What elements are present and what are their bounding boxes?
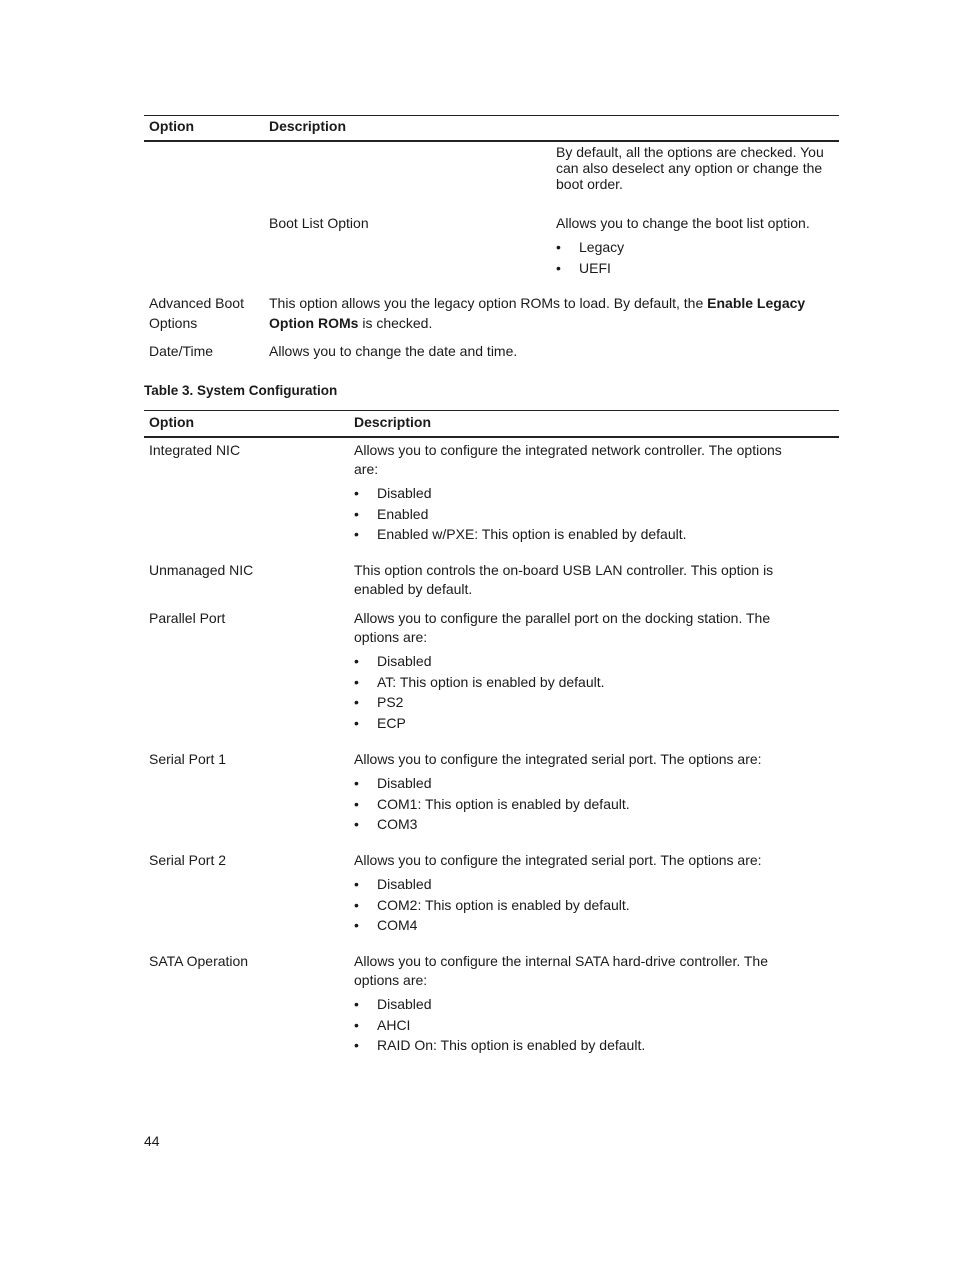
boot-sequence-note: By default, all the options are checked. You can also deselect any option or change the boot order.	[556, 144, 824, 192]
advanced-boot-desc-tail: is checked.	[358, 315, 433, 331]
list-item: • Disabled	[354, 651, 605, 672]
boot-list-description: Allows you to change the boot list option.	[556, 215, 810, 231]
serial-port-1-option: Serial Port 1	[149, 751, 227, 767]
list-item: • UEFI	[556, 258, 624, 279]
table1-header-rule	[144, 140, 839, 142]
advanced-boot-option-line1: Advanced Boot	[149, 295, 244, 311]
parallel-port-description	[354, 608, 770, 647]
desc-line: Allows you to configure the integrated network controller. The options	[354, 442, 782, 458]
list-item: • Disabled	[354, 483, 687, 504]
list-item: • Disabled	[354, 874, 630, 895]
table1-header-description: Description	[269, 118, 347, 134]
list-item: • COM3	[354, 814, 630, 835]
list-item: • AHCI	[354, 1015, 645, 1036]
sata-operation-option: SATA Operation	[149, 953, 249, 969]
table3-header-description: Description	[354, 414, 432, 430]
boot-list-items	[556, 237, 624, 278]
list-item: • COM4	[354, 915, 630, 936]
desc-line: options are:	[354, 972, 428, 988]
table3-header-rule	[144, 436, 839, 438]
table3-caption: Table 3. System Configuration	[144, 383, 338, 398]
serial-port-2-description: Allows you to configure the integrated serial port. The options are:	[354, 852, 762, 868]
list-item: • ECP	[354, 713, 605, 734]
serial-port-1-items	[354, 773, 630, 835]
desc-line: Allows you to configure the internal SATA hard-drive controller. The	[354, 953, 768, 969]
date-time-option: Date/Time	[149, 343, 214, 359]
list-item: • Disabled	[354, 773, 630, 794]
list-item: • Enabled	[354, 504, 687, 525]
option-roms-bold: Option ROMs	[269, 315, 359, 331]
sata-operation-description	[354, 951, 768, 990]
advanced-boot-option-line2: Options	[149, 315, 198, 331]
sata-operation-items	[354, 994, 645, 1056]
desc-line: This option controls the on-board USB LAN controller. This option is	[354, 562, 774, 578]
desc-line: Allows you to configure the parallel port on the docking station. The	[354, 610, 771, 626]
table3-header-option: Option	[149, 414, 195, 430]
list-item: • PS2	[354, 692, 605, 713]
table1-header-option: Option	[149, 118, 195, 134]
integrated-nic-items	[354, 483, 687, 545]
desc-line: are:	[354, 461, 379, 477]
list-item: • COM2: This option is enabled by default.	[354, 895, 630, 916]
parallel-port-option: Parallel Port	[149, 610, 226, 626]
advanced-boot-description	[269, 293, 805, 333]
list-item: • AT: This option is enabled by default.	[354, 672, 605, 693]
parallel-port-items	[354, 651, 605, 733]
serial-port-2-option: Serial Port 2	[149, 852, 227, 868]
table3-top-rule	[144, 410, 839, 411]
integrated-nic-option: Integrated NIC	[149, 442, 241, 458]
list-item: • Legacy	[556, 237, 624, 258]
table1-top-rule	[144, 115, 839, 116]
boot-list-label: Boot List Option	[269, 215, 369, 231]
list-item: • Enabled w/PXE: This option is enabled by default.	[354, 524, 687, 545]
serial-port-2-items	[354, 874, 630, 936]
advanced-boot-option	[149, 293, 244, 333]
desc-line: enabled by default.	[354, 581, 473, 597]
list-item: • RAID On: This option is enabled by default.	[354, 1035, 645, 1056]
page-number: 44	[144, 1133, 160, 1149]
unmanaged-nic-description	[354, 560, 773, 599]
advanced-boot-desc-text: This option allows you the legacy option ROMs to load. By default, the	[269, 295, 708, 311]
serial-port-1-description: Allows you to configure the integrated serial port. The options are:	[354, 751, 762, 767]
list-item: • COM1: This option is enabled by default.	[354, 794, 630, 815]
enable-legacy-bold: Enable Legacy	[707, 295, 806, 311]
date-time-description: Allows you to change the date and time.	[269, 343, 518, 359]
desc-line: options are:	[354, 629, 428, 645]
integrated-nic-description	[354, 440, 782, 479]
list-item: • Disabled	[354, 994, 645, 1015]
unmanaged-nic-option: Unmanaged NIC	[149, 562, 254, 578]
